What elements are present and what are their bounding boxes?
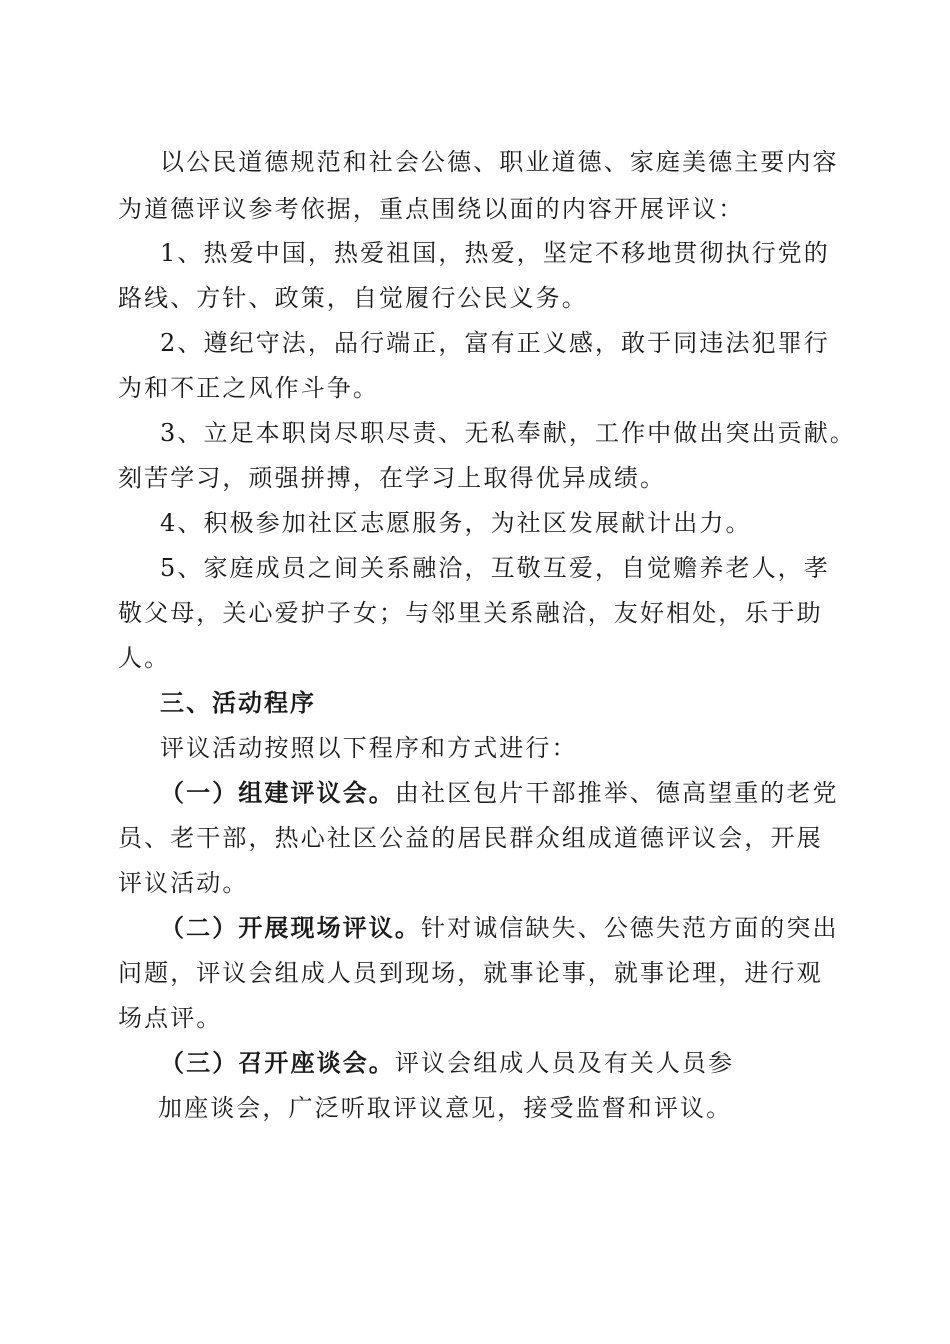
section-intro: 评议活动按照以下程序和方式进行： xyxy=(160,734,578,762)
step-2-line-3: 场点评。 xyxy=(118,1004,223,1032)
step-1-line-2: 员、老干部，热心社区公益的居民群众组成道德评议会，开展 xyxy=(118,824,823,852)
item-5-line-1: 5、家庭成员之间关系融洽，互敬互爱，自觉赡养老人，孝 xyxy=(160,554,830,582)
step-2-lead: （二）开展现场评议。 xyxy=(160,913,421,942)
step-3-text: 评议会组成人员及有关人员参 xyxy=(394,1049,735,1077)
intro-line-1: 以公民道德规范和社会公德、职业道德、家庭美德主要内容 xyxy=(160,148,839,176)
step-2-line-2: 问题，评议会组成人员到现场，就事论事，就事论理，进行观 xyxy=(118,959,823,987)
step-2-text: 针对诚信缺失、公德失范方面的突出 xyxy=(421,914,839,942)
item-2-line-2: 为和不正之风作斗争。 xyxy=(118,374,379,402)
item-3-line-1: 3、立足本职岗尽职尽责、无私奉献，工作中做出突出贡献。 xyxy=(160,419,856,447)
item-5-line-3: 人。 xyxy=(118,644,171,672)
item-1-line-1: 1、热爱中国，热爱祖国，热爱，坚定不移地贯彻执行党的 xyxy=(160,239,830,267)
step-3-line-1 xyxy=(160,1048,734,1078)
item-3-line-2: 刻苦学习，顽强拼搏，在学习上取得优异成绩。 xyxy=(118,464,667,492)
item-5-line-2: 敬父母，关心爱护子女；与邻里关系融洽，友好相处，乐于助 xyxy=(118,599,823,627)
step-3-lead: （三）召开座谈会。 xyxy=(160,1048,395,1077)
item-1-line-2: 路线、方针、政策，自觉履行公民义务。 xyxy=(118,284,588,312)
section-heading: 三、活动程序 xyxy=(160,689,316,717)
step-1-lead: （一）组建评议会。 xyxy=(160,778,395,807)
step-2-line-1 xyxy=(160,913,839,943)
step-1-line-3: 评议活动。 xyxy=(118,869,249,897)
item-4-line-1: 4、积极参加社区志愿服务，为社区发展献计出力。 xyxy=(160,509,752,537)
item-2-line-1: 2、遵纪守法，品行端正，富有正义感，敢于同违法犯罪行 xyxy=(160,329,830,357)
step-1-line-1 xyxy=(160,778,839,808)
step-1-text: 由社区包片干部推举、德高望重的老党 xyxy=(394,779,839,807)
intro-line-2: 为道德评议参考依据，重点围绕以面的内容开展评议： xyxy=(118,195,745,223)
step-3-line-2: 加座谈会，广泛听取评议意见，接受监督和评议。 xyxy=(158,1094,733,1122)
